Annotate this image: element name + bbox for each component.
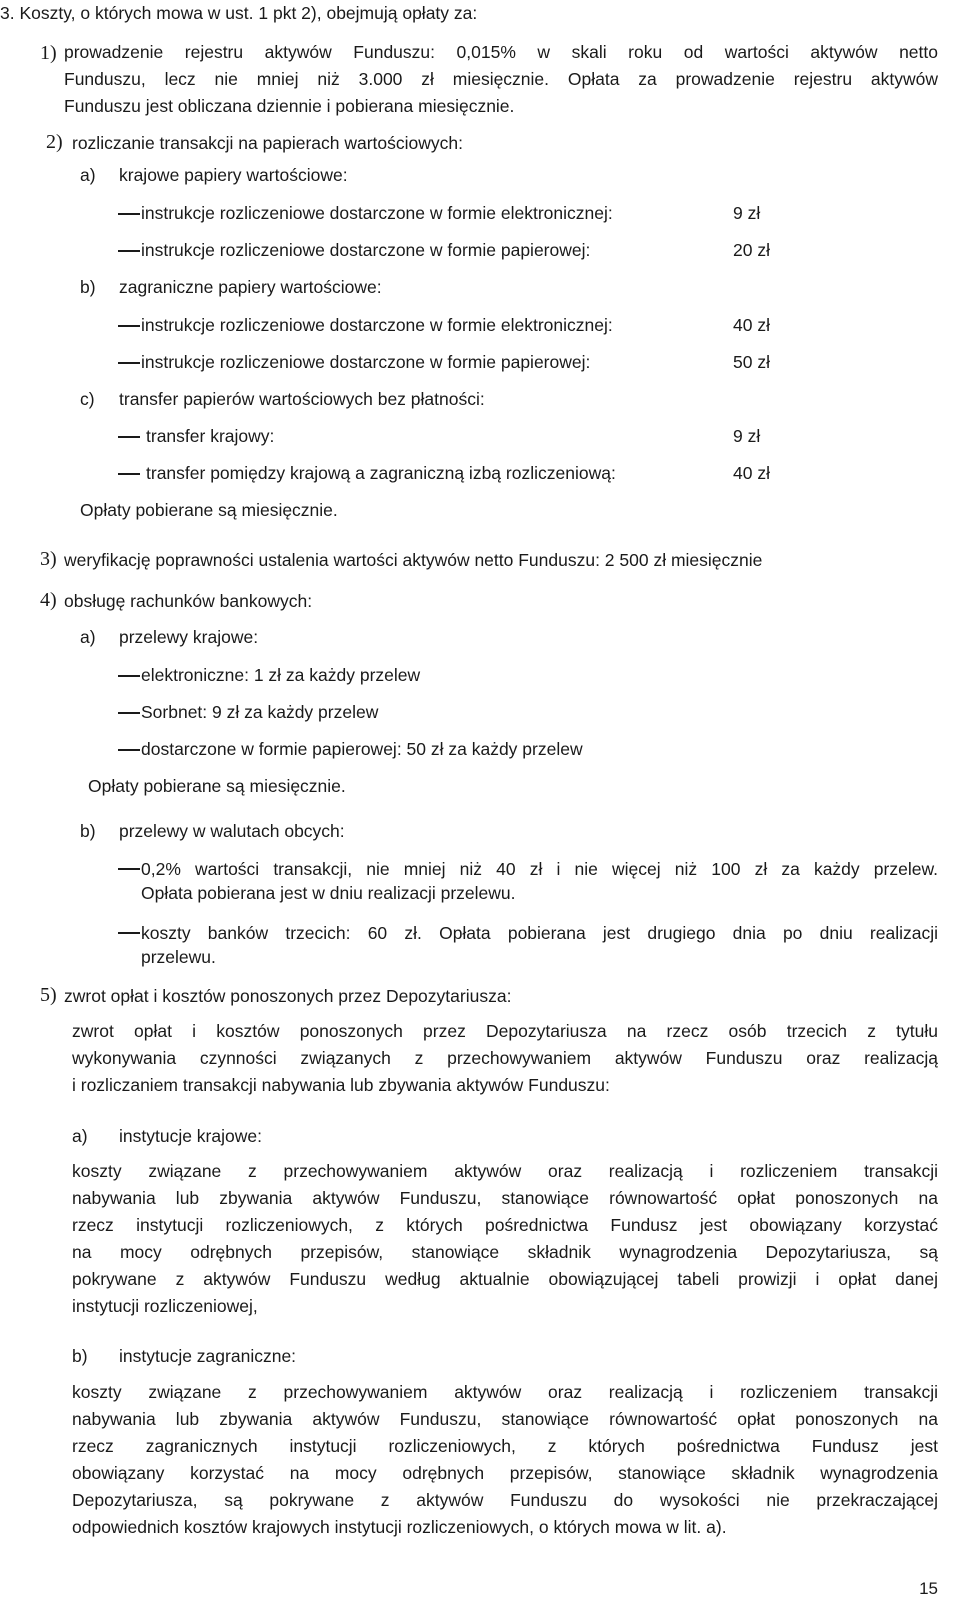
- item4-title: obsługę rachunków bankowych:: [64, 591, 313, 611]
- item2-title: rozliczanie transakcji na papierach wartościowych:: [72, 133, 464, 153]
- fee-label: transfer krajowy:: [146, 426, 275, 446]
- item5a-line: na mocy odrębnych przepisów, stanowiące składnik wynagrodzenia Depozytariusza, są: [72, 1242, 938, 1262]
- item5b-line: nabywania lub zbywania aktywów Funduszu, stanowiące równowartość opłat ponoszonych na: [72, 1409, 938, 1429]
- item5-intro-line: i rozliczaniem transakcji nabywania lub zbywania aktywów Funduszu:: [72, 1075, 610, 1095]
- item5-title: zwrot opłat i kosztów ponoszonych przez Depozytariusza:: [64, 986, 512, 1006]
- item4b-letter: b): [80, 821, 96, 841]
- item1-number: 1): [40, 42, 57, 64]
- item5a-letter: a): [72, 1126, 88, 1146]
- item2a-title: krajowe papiery wartościowe:: [119, 165, 348, 185]
- dash-bullet: [118, 675, 140, 677]
- item1-line: prowadzenie rejestru aktywów Funduszu: 0,015% w skali roku od wartości aktywów netto: [64, 42, 938, 62]
- dash-bullet: [118, 868, 140, 870]
- item4b-row2: [141, 921, 938, 969]
- item4b-row1: [141, 857, 938, 905]
- item4b-row1-line: 0,2% wartości transakcji, nie mniej niż 40 zł i nie więcej niż 100 zł za każdy przelew.: [141, 859, 938, 879]
- fee-label: instrukcje rozliczeniowe dostarczone w formie papierowej:: [141, 352, 591, 372]
- item2c-title: transfer papierów wartościowych bez płatności:: [119, 389, 485, 409]
- dash-bullet: [118, 362, 140, 364]
- item5a-line: koszty związane z przechowywaniem aktywów oraz realizacją i rozliczeniem transakcji: [72, 1161, 938, 1181]
- item5a-line: pokrywane z aktywów Funduszu według aktualnie obowiązującej tabeli prowizji i opłat danej: [72, 1269, 938, 1289]
- item2-number: 2): [46, 131, 63, 153]
- item2b-title: zagraniczne papiery wartościowe:: [119, 277, 382, 297]
- item5b-line: odpowiednich kosztów krajowych instytucji rozliczeniowych, o których mowa w lit. a).: [72, 1517, 727, 1537]
- item1-line: Funduszu jest obliczana dziennie i pobierana miesięcznie.: [64, 96, 515, 116]
- item1-text: [64, 39, 938, 120]
- dash-bullet: [118, 436, 140, 438]
- item4b-row1-line: Opłata pobierana jest w dniu realizacji przelewu.: [141, 883, 516, 903]
- dash-bullet: [118, 749, 140, 751]
- item5b-title: instytucje zagraniczne:: [119, 1346, 297, 1366]
- item5a-line: instytucji rozliczeniowej,: [72, 1296, 258, 1316]
- item4b-row2-line: przelewu.: [141, 947, 216, 967]
- fee-value: 9 zł: [733, 203, 761, 223]
- transfer-fee-row: Sorbnet: 9 zł za każdy przelew: [141, 702, 379, 722]
- fee-label: instrukcje rozliczeniowe dostarczone w formie elektronicznej:: [141, 315, 613, 335]
- item5a-line: rzecz instytucji rozliczeniowych, z których pośrednictwa Fundusz jest obowiązany korzystać: [72, 1215, 938, 1235]
- item5b-letter: b): [72, 1346, 88, 1366]
- dash-bullet: [118, 250, 140, 252]
- item4b-title: przelewy w walutach obcych:: [119, 821, 345, 841]
- dash-bullet: [118, 213, 140, 215]
- item4a-note: Opłaty pobierane są miesięcznie.: [88, 776, 346, 796]
- fee-value: 20 zł: [733, 240, 770, 260]
- fee-value: 40 zł: [733, 315, 770, 335]
- item4-number: 4): [40, 589, 57, 611]
- item5b-line: Depozytariusza, są pokrywane z aktywów Funduszu do wysokości nie przekraczającej: [72, 1490, 938, 1510]
- item5-intro-line: wykonywania czynności związanych z przechowywaniem aktywów Funduszu oraz realizacją: [72, 1048, 938, 1068]
- item5-intro: [72, 1018, 938, 1099]
- fee-value: 50 zł: [733, 352, 770, 372]
- item2a-letter: a): [80, 165, 96, 185]
- transfer-fee-row: dostarczone w formie papierowej: 50 zł za każdy przelew: [141, 739, 583, 759]
- fee-value: 9 zł: [733, 426, 761, 446]
- dash-bullet: [118, 325, 140, 327]
- item5b-line: obowiązany korzystać na mocy odrębnych przepisów, stanowiące składnik wynagrodzenia: [72, 1463, 938, 1483]
- dash-bullet: [118, 712, 140, 714]
- fee-label: instrukcje rozliczeniowe dostarczone w formie papierowej:: [141, 240, 591, 260]
- page-number: 15: [919, 1579, 938, 1598]
- dash-bullet: [118, 932, 140, 934]
- item1-line: Funduszu, lecz nie mniej niż 3.000 zł miesięcznie. Opłata za prowadzenie rejestru aktywów: [64, 69, 938, 89]
- section-heading: 3. Koszty, o których mowa w ust. 1 pkt 2), obejmują opłaty za:: [0, 3, 478, 23]
- dash-bullet: [118, 473, 140, 475]
- item5b-line: koszty związane z przechowywaniem aktywów oraz realizacją i rozliczeniem transakcji: [72, 1382, 938, 1402]
- item5a-title: instytucje krajowe:: [119, 1126, 262, 1146]
- fee-value: 40 zł: [733, 463, 770, 483]
- item5b-line: rzecz zagranicznych instytucji rozliczeniowych, z których pośrednictwa Fundusz jest: [72, 1436, 938, 1456]
- item5-intro-line: zwrot opłat i kosztów ponoszonych przez Depozytariusza na rzecz osób trzecich z tytułu: [72, 1021, 938, 1041]
- item3-number: 3): [40, 548, 57, 570]
- item5a-line: nabywania lub zbywania aktywów Funduszu, stanowiące równowartość opłat ponoszonych na: [72, 1188, 938, 1208]
- item5b-text: [72, 1379, 938, 1541]
- item5a-text: [72, 1158, 938, 1320]
- item2-note: Opłaty pobierane są miesięcznie.: [80, 500, 338, 520]
- item2c-letter: c): [80, 389, 95, 409]
- item4a-title: przelewy krajowe:: [119, 627, 259, 647]
- item5-number: 5): [40, 984, 57, 1006]
- fee-label: transfer pomiędzy krajową a zagraniczną izbą rozliczeniową:: [146, 463, 616, 483]
- fee-label: instrukcje rozliczeniowe dostarczone w formie elektronicznej:: [141, 203, 613, 223]
- item4a-letter: a): [80, 627, 96, 647]
- transfer-fee-row: elektroniczne: 1 zł za każdy przelew: [141, 665, 421, 685]
- item2b-letter: b): [80, 277, 96, 297]
- item4b-row2-line: koszty banków trzecich: 60 zł. Opłata pobierana jest drugiego dnia po dniu realizacji: [141, 923, 938, 943]
- item3-text: weryfikację poprawności ustalenia wartości aktywów netto Funduszu: 2 500 zł miesięcznie: [64, 550, 763, 570]
